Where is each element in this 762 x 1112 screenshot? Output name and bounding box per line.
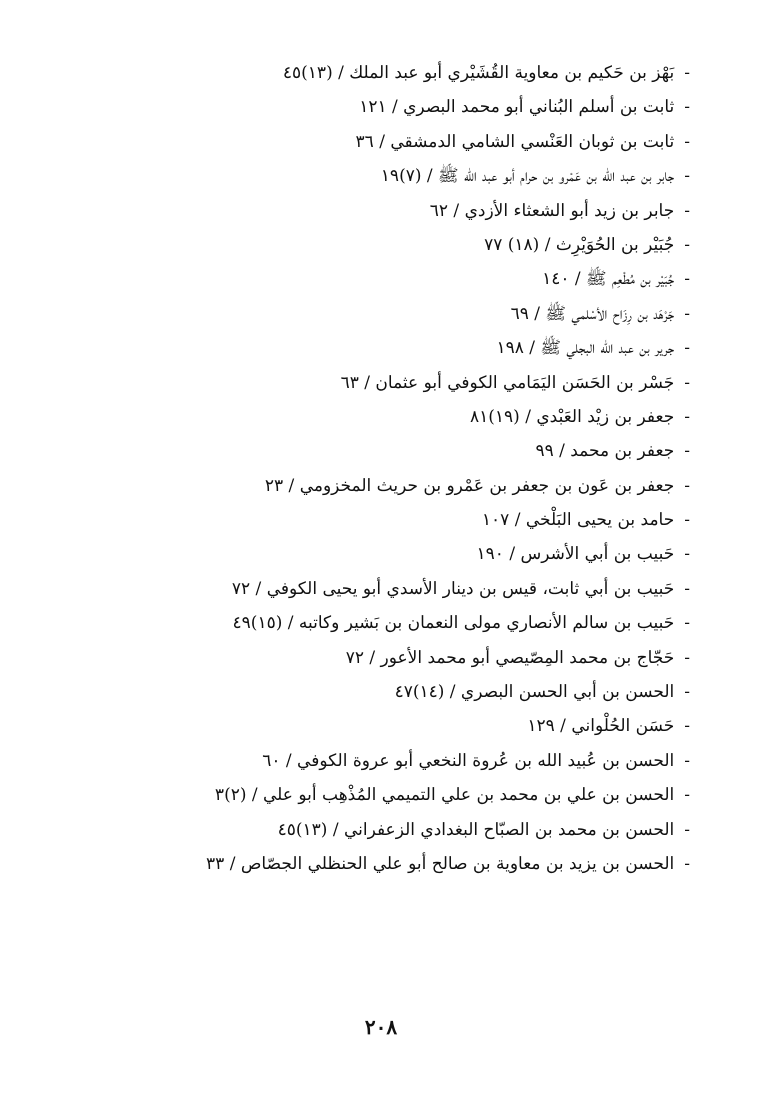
entry-dash: -: [684, 510, 690, 531]
entry-text: حَبيب بن أبي ثابت، قيس بن دينار الأسدي أبو يحيى الكوفي / ٧٢: [231, 578, 675, 599]
entry-text: حَبيب بن أبي الأشرس / ١٩٠: [476, 544, 675, 565]
entry-dash: -: [684, 372, 690, 393]
entry-text: جابر بن زيد أبو الشعثاء الأزدي / ٦٢: [429, 200, 675, 221]
entry-dash: -: [684, 785, 690, 806]
index-entry: [170, 366, 690, 400]
index-entry: [170, 469, 690, 503]
index-entry: [170, 847, 690, 881]
entry-text: جعفر بن محمد / ٩٩: [535, 441, 675, 462]
index-entry: [170, 813, 690, 847]
index-entry: [170, 778, 690, 812]
entry-text: الحسن بن عُبيد الله بن عُروة النخعي أبو عروة الكوفي / ٦٠: [262, 750, 675, 771]
page-number: ٢٠٨: [364, 1015, 398, 1039]
entry-dash: -: [684, 544, 690, 565]
index-entry: [170, 675, 690, 709]
entry-dash: -: [684, 441, 690, 462]
entry-dash: -: [684, 166, 690, 187]
entry-dash: -: [684, 200, 690, 221]
entry-text: جَسْر بن الحَسَن اليَمَامي الكوفي أبو عثمان / ٦٣: [340, 372, 675, 393]
entry-text: ثابت بن ثوبان العَنْسي الشامي الدمشقي / ٣٦: [355, 131, 675, 152]
entry-dash: -: [684, 819, 690, 840]
entry-dash: -: [684, 269, 690, 290]
entry-dash: -: [684, 97, 690, 118]
entry-text: جَرْهَد بن رِزَاح الأسْلمي ﷺ / ٦٩: [510, 303, 675, 324]
index-entry: [170, 331, 690, 365]
index-entry-list: [170, 56, 690, 881]
index-entry: [170, 262, 690, 296]
entry-dash: -: [684, 131, 690, 152]
entry-dash: -: [684, 303, 690, 324]
entry-dash: -: [684, 63, 690, 83]
entry-text: ثابت بن أسلم البُناني أبو محمد البصري / ١٢١: [359, 97, 675, 118]
index-entry: [170, 400, 690, 434]
entry-dash: -: [684, 234, 690, 255]
entry-text: جعفر بن عَون بن جعفر بن عَمْرو بن حريث المخزومي / ٢٣: [264, 475, 675, 496]
entry-dash: -: [684, 647, 690, 668]
index-entry: [170, 297, 690, 331]
index-entry: [170, 125, 690, 159]
entry-dash: -: [684, 406, 690, 427]
entry-text: جابر بن عبد الله بن عَمْرو بن حرام أبو عبد الله ﷺ / (٧)١٩: [380, 166, 675, 187]
entry-text: بَهْز بن حَكيم بن معاوية القُشَيْري أبو عبد الملك / (١٣)٤٥: [282, 63, 675, 83]
entry-text: جُبَيْر بن الحُوَيْرِث / (١٨) ٧٧: [484, 234, 675, 255]
entry-text: حَبيب بن سالم الأنصاري مولى النعمان بن بَشير وكاتبه / (١٥)٤٩: [232, 613, 675, 634]
index-entry: [170, 56, 690, 90]
index-entry: [170, 503, 690, 537]
entry-text: الحسن بن يزيد بن معاوية بن صالح أبو علي الحنظلي الجصّاص / ٣٣: [206, 853, 675, 874]
entry-dash: -: [684, 613, 690, 634]
entry-dash: -: [684, 853, 690, 874]
entry-dash: -: [684, 750, 690, 771]
index-entry: [170, 434, 690, 468]
index-entry: [170, 194, 690, 228]
index-entry: [170, 90, 690, 124]
entry-text: الحسن بن أبي الحسن البصري / (١٤)٤٧: [394, 682, 675, 703]
entry-dash: -: [684, 682, 690, 703]
index-entry: [170, 572, 690, 606]
index-entry: [170, 537, 690, 571]
entry-text: حامد بن يحيى البَلْخي / ١٠٧: [481, 510, 675, 531]
entry-text: الحسن بن محمد بن الصبّاح البغدادي الزعفراني / (١٣)٤٥: [277, 819, 675, 840]
entry-dash: -: [684, 578, 690, 599]
entry-dash: -: [684, 338, 690, 359]
entry-text: جُبَيْر بن مُطْعِم ﷺ / ١٤٠: [542, 269, 675, 290]
index-entry: [170, 641, 690, 675]
entry-text: جعفر بن زيْد العَبْدي / (١٩)٨١: [470, 406, 675, 427]
entry-text: حَسَن الحُلْواني / ١٢٩: [527, 716, 675, 737]
entry-dash: -: [684, 475, 690, 496]
index-entry: [170, 228, 690, 262]
entry-dash: -: [684, 716, 690, 737]
entry-text: حَجّاج بن محمد المِصّيصي أبو محمد الأعور / ٧٢: [345, 647, 675, 668]
index-entry: [170, 709, 690, 743]
entry-text: الحسن بن علي بن محمد بن علي التميمي المُذْهِب أبو علي / (٢)٣: [214, 785, 675, 806]
entry-text: جرير بن عبد الله البجلي ﷺ / ١٩٨: [496, 338, 675, 359]
index-entry: [170, 744, 690, 778]
index-entry: [170, 606, 690, 640]
index-entry: [170, 159, 690, 193]
